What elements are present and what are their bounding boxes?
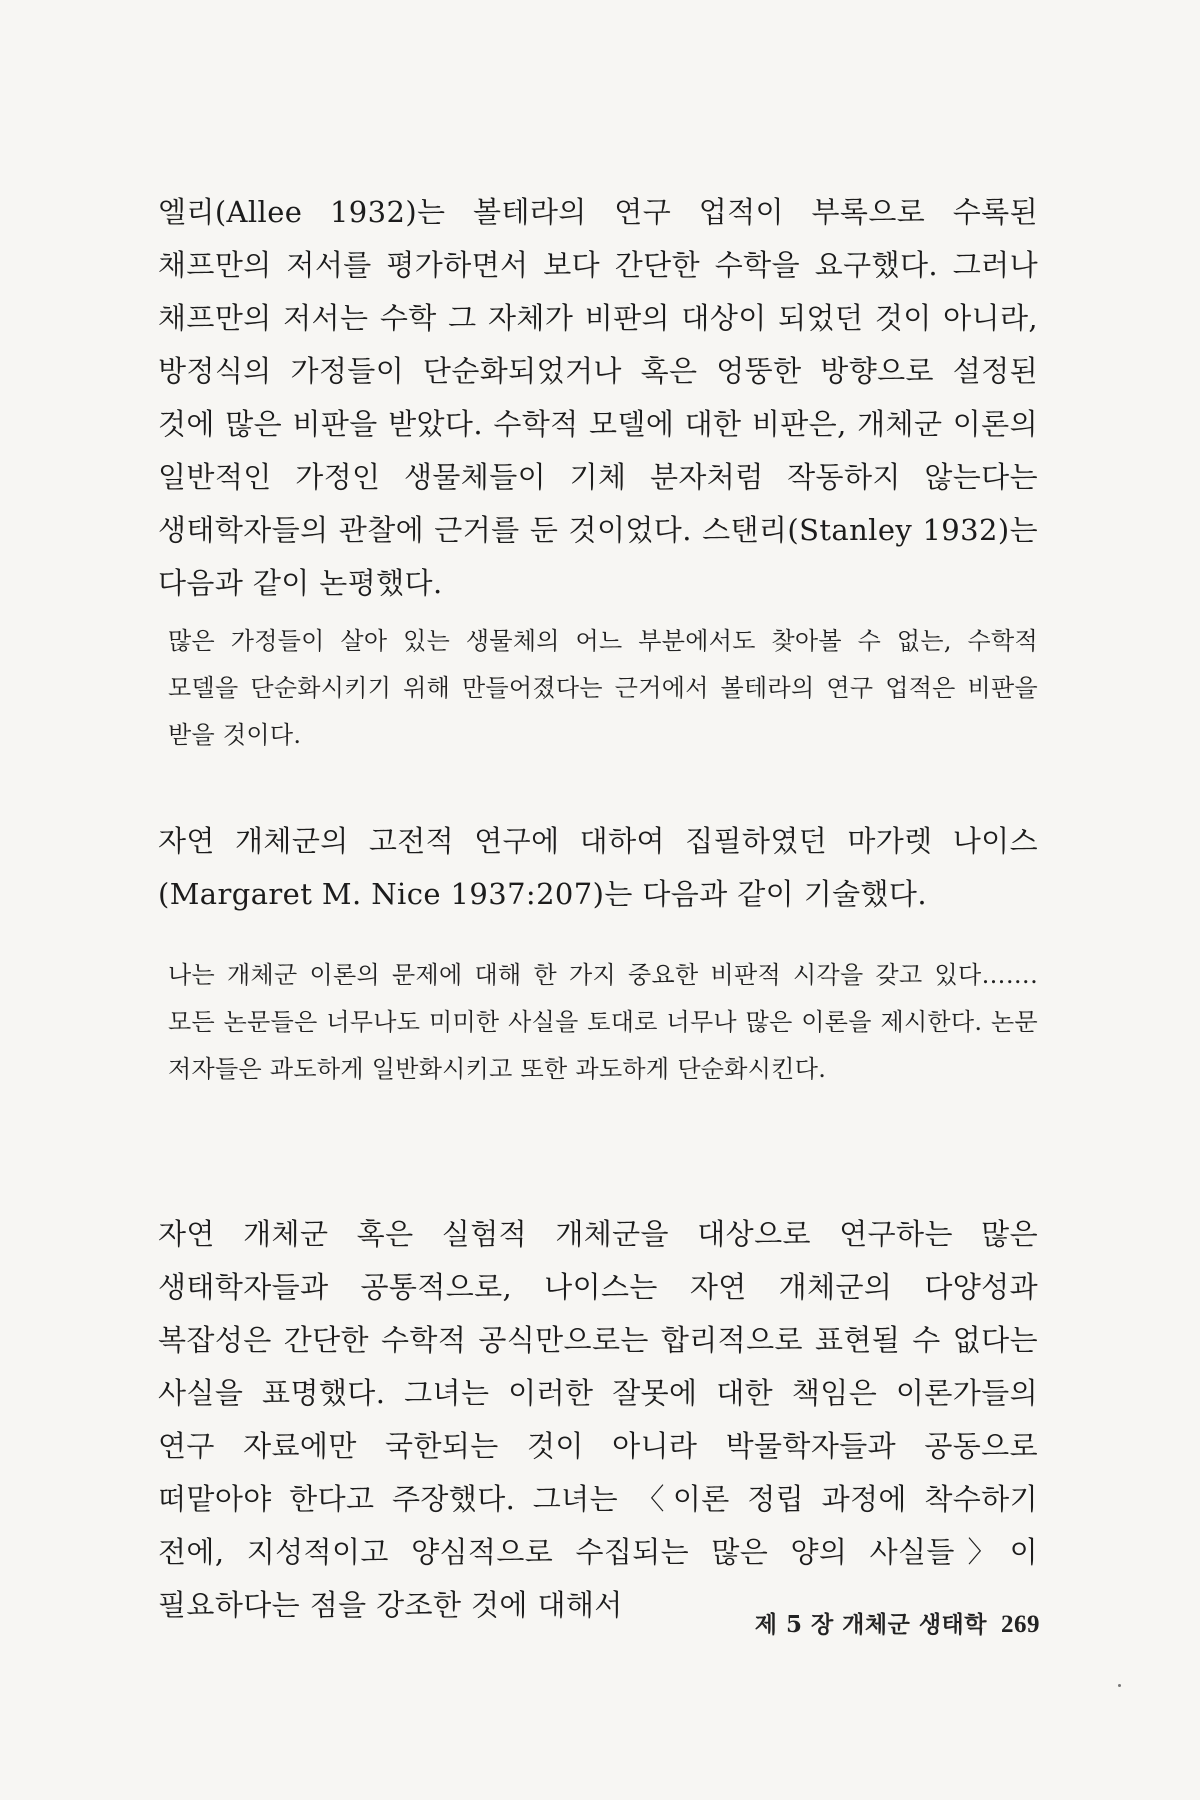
block-quote-nice: 나는 개체군 이론의 문제에 대해 한 가지 중요한 비판적 시각을 갖고 있다……. 모든 논문들은 너무나도 미미한 사실을 토대로 너무나 많은 이론을 제시한다. 논문 저자들은 과도하게 일반화시키고 또한 과도하게 단순화시킨다.	[168, 961, 1038, 1083]
running-footer	[755, 1606, 1040, 1639]
body-paragraph-2: 자연 개체군의 고전적 연구에 대하여 집필하였던 마가렛 나이스(Margaret M. Nice 1937:207)는 다음과 같이 기술했다.	[158, 824, 1038, 911]
body-paragraph-1: 엘리(Allee 1932)는 볼테라의 연구 업적이 부록으로 수록된 채프만의 저서를 평가하면서 보다 간단한 수학을 요구했다. 그러나 채프만의 저서는 수학 그 자체가 비판의 대상이 되었던 것이 아니라, 방정식의 가정들이 단순화되었거나 혹은 엉뚱한 방향으로 설정된 것에 많은 비판을 받았다. 수학적 모델에 대한 비판은, 개체군 이론의 일반적인 가정인 생물체들이 기체 분자처럼 작동하지 않는다는 생태학자들의 관찰에 근거를 둔 것이었다. 스탠리(Stanley 1932)는 다음과 같이 논평했다.	[158, 195, 1038, 600]
scan-speck	[1118, 1684, 1121, 1687]
block-quote-stanley: 많은 가정들이 살아 있는 생물체의 어느 부분에서도 찾아볼 수 없는, 수학적 모델을 단순화시키기 위해 만들어졌다는 근거에서 볼테라의 연구 업적은 비판을 받을 것이다.	[168, 627, 1038, 749]
body-paragraph-3: 자연 개체군 혹은 실험적 개체군을 대상으로 연구하는 많은 생태학자들과 공통적으로, 나이스는 자연 개체군의 다양성과 복잡성은 간단한 수학적 공식만으로는 합리적으로 표현될 수 없다는 사실을 표명했다. 그녀는 이러한 잘못에 대한 책임은 이론가들의 연구 자료에만 국한되는 것이 아니라 박물학자들과 공동으로 떠맡아야 한다고 주장했다. 그녀는 〈이론 정립 과정에 착수하기 전에, 지성적이고 양심적으로 수집되는 많은 양의 사실들〉이 필요하다는 점을 강조한 것에 대해서	[158, 1217, 1038, 1622]
page-number: 269	[1001, 1611, 1040, 1638]
chapter-title: 제 5 장 개체군 생태학	[754, 1611, 987, 1638]
